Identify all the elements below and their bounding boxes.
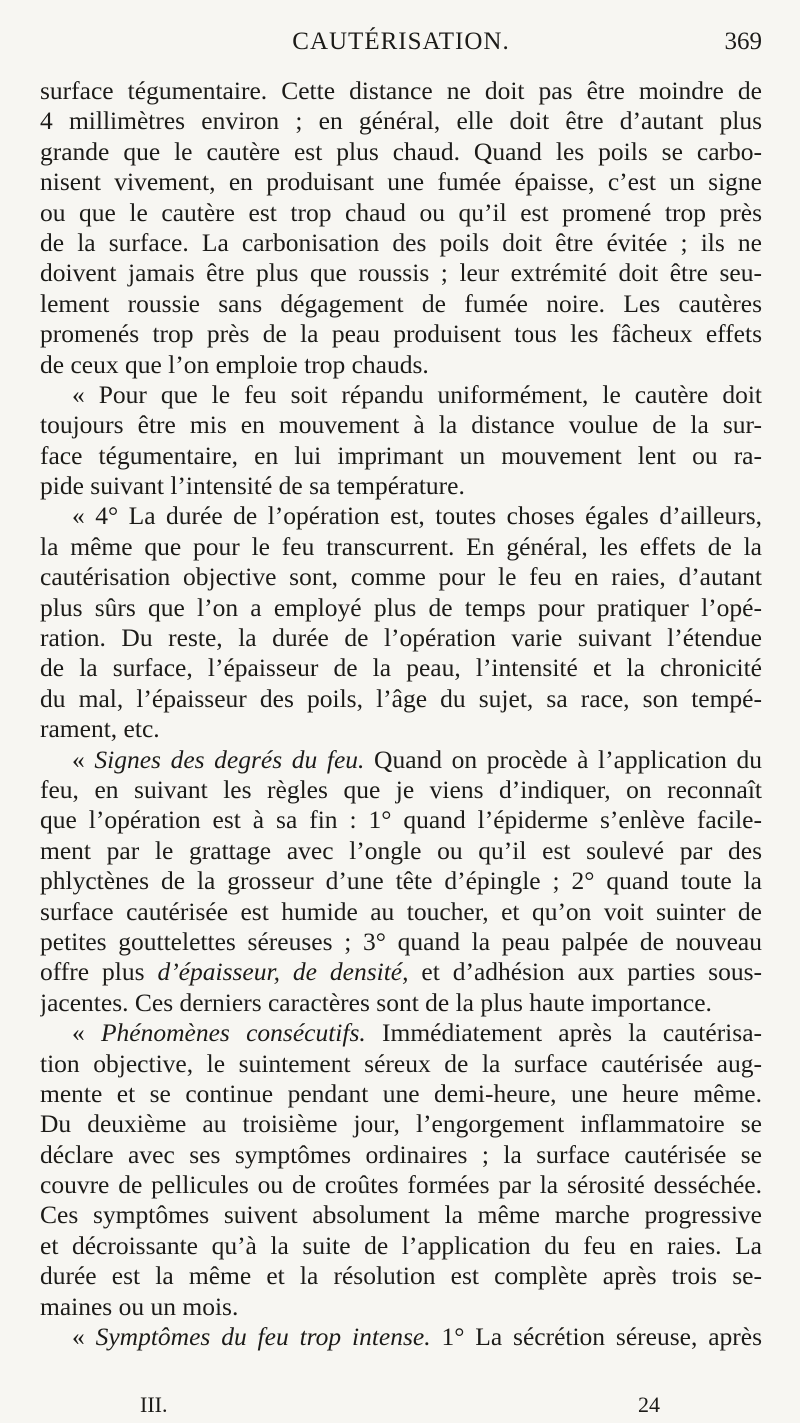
text-line: pide suivant l’intensité de sa température. xyxy=(40,471,465,501)
text-line: ration. Du reste, la durée de l’opération varie suivant l’étendue xyxy=(40,623,762,653)
emphasis: d’épaisseur, de densité, xyxy=(157,957,409,987)
text-line: « Phénomènes consécutifs. Immédiatement après la cautérisa- xyxy=(72,1018,762,1048)
text-line: Du deuxième au troisième jour, l’engorgement inflammatoire se xyxy=(40,1109,762,1139)
text-line: « 4° La durée de l’opération est, toutes choses égales d’ailleurs, xyxy=(72,501,762,531)
text-line: de ceux que l’on emploie trop chauds. xyxy=(40,349,429,379)
text-line: et décroissante qu’à la suite de l’application du feu en raies. La xyxy=(40,1230,762,1260)
sheet-number: 24 xyxy=(638,1392,660,1417)
text-line: couvre de pellicules ou de croûtes formées par la sérosité desséchée. xyxy=(40,1170,762,1200)
text-line: la même que pour le feu transcurrent. En général, les effets de la xyxy=(40,531,762,561)
text-line: de la surface. La carbonisation des poils doit être évitée ; ils ne xyxy=(40,227,762,257)
text-line: face tégumentaire, en lui imprimant un mouvement lent ou ra- xyxy=(40,440,762,470)
text-line: durée est la même et la résolution est complète après trois se- xyxy=(40,1261,762,1291)
text-line: grande que le cautère est plus chaud. Quand les poils se carbo- xyxy=(40,136,762,166)
text-line: feu, en suivant les règles que je viens d’indiquer, on reconnaît xyxy=(40,774,762,804)
text-line: surface tégumentaire. Cette distance ne doit pas être moindre de xyxy=(40,76,762,105)
section-heading: Symptômes du feu trop intense. xyxy=(95,1322,431,1352)
text-line: 4 millimètres environ ; en général, elle doit être d’autant plus xyxy=(40,106,762,136)
page-number: 369 xyxy=(724,28,762,55)
text-line: de la surface, l’épaisseur de la peau, l’intensité et la chronicité xyxy=(40,653,762,683)
section-heading: Phénomènes consécutifs. xyxy=(100,1018,366,1048)
text-line: cautérisation objective sont, comme pour le feu en raies, d’autant xyxy=(40,562,762,592)
text-line: « Symptômes du feu trop intense. 1° La sécrétion séreuse, après xyxy=(72,1322,762,1352)
text-line: que l’opération est à sa fin : 1° quand l’épiderme s’enlève facile- xyxy=(40,805,762,835)
running-head xyxy=(40,28,762,64)
text-line: nisent vivement, en produisant une fumée épaisse, c’est un signe xyxy=(40,167,762,197)
text-line: maines ou un mois. xyxy=(40,1291,239,1321)
text-line: Ces symptômes suivent absolument la même marche progressive xyxy=(40,1200,762,1230)
text-line: offre plus d’épaisseur, de densité, et d’adhésion aux parties sous- xyxy=(40,957,762,987)
text-line: phlyctènes de la grosseur d’une tête d’épingle ; 2° quand toute la xyxy=(40,866,762,896)
text-line: plus sûrs que l’on a employé plus de temps pour pratiquer l’opé- xyxy=(40,592,762,622)
signature-mark: III. xyxy=(140,1392,168,1417)
text-line: mente et se continue pendant une demi-heure, une heure même. xyxy=(40,1078,762,1108)
text-line: « Pour que le feu soit répandu uniformément, le cautère doit xyxy=(72,379,762,409)
text-line: déclare avec ses symptômes ordinaires ; la surface cautérisée se xyxy=(40,1139,762,1169)
body-text xyxy=(40,76,762,1352)
text-line: petites gouttelettes séreuses ; 3° quand la peau palpée de nouveau xyxy=(40,926,762,956)
text-line: jacentes. Ces derniers caractères sont de la plus haute importance. xyxy=(40,987,712,1017)
running-title: CAUTÉRISATION. xyxy=(292,28,510,55)
text-line: ment par le grattage avec l’ongle ou qu’il est soulevé par des xyxy=(40,835,762,865)
text-line: surface cautérisée est humide au toucher, et qu’on voit suinter de xyxy=(40,896,762,926)
text-line: rament, etc. xyxy=(40,714,160,744)
text-line: « Signes des degrés du feu. Quand on procède à l’application du xyxy=(72,744,762,774)
text-line: promenés trop près de la peau produisent tous les fâcheux effets xyxy=(40,319,762,349)
section-heading: Signes des degrés du feu. xyxy=(94,744,365,774)
text-line: doivent jamais être plus que roussis ; leur extrémité doit être seu- xyxy=(40,258,762,288)
text-line: ou que le cautère est trop chaud ou qu’il est promené trop près xyxy=(40,197,762,227)
page-footer xyxy=(140,1392,660,1420)
text-line: toujours être mis en mouvement à la distance voulue de la sur- xyxy=(40,410,762,440)
text-line: tion objective, le suintement séreux de la surface cautérisée aug- xyxy=(40,1048,762,1078)
text-line: du mal, l’épaisseur des poils, l’âge du sujet, sa race, son tempé- xyxy=(40,683,762,713)
text-line: lement roussie sans dégagement de fumée noire. Les cautères xyxy=(40,288,762,318)
